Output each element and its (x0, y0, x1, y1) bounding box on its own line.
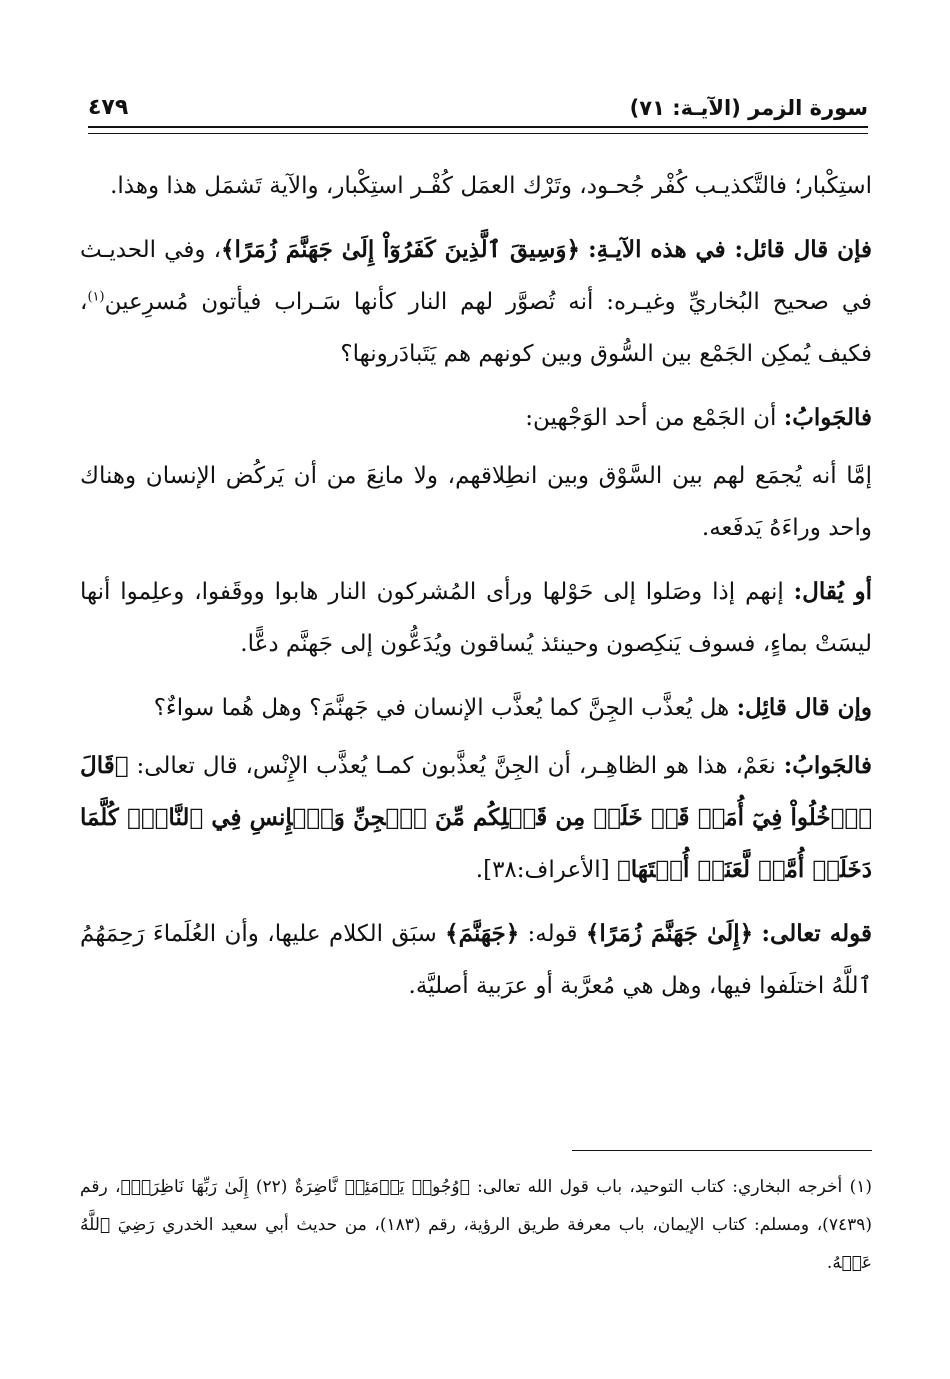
paragraph-text: هل يُعذَّب الجِنَّ كما يُعذَّب الإنسان في جَهنَّمَ؟ وهل هُما سواءٌ؟ (153, 695, 737, 721)
paragraph-text: قوله: (519, 921, 586, 947)
paragraph-6 (80, 682, 872, 734)
paragraph-text: ، وفي الحديـث في صحيح البُخاريِّ وغيـره: أنه تُصوَّر لهم النار كأنها سَـراب فيأتون مُسرِعين (80, 237, 872, 315)
quran-verse: ﴿وَسِيقَ ٱلَّذِينَ كَفَرُوٓاْ إِلَىٰ جَهَنَّمَ زُمَرًا﴾ (221, 236, 580, 263)
paragraph-8 (80, 908, 872, 1012)
footnote-marker[interactable]: (١) (87, 289, 105, 305)
footnote-number: (١) (849, 1177, 873, 1197)
paragraph-text: نعَمْ، هذا هو الظاهِـر، أن الجِنَّ يُعذَّبون كمـا يُعذَّب الإِنْس، قال تعالى: (136, 753, 784, 779)
quran-verse: ﴿جَهَنَّمَ﴾ (445, 920, 520, 947)
footnotes (80, 1168, 872, 1282)
paragraph-4 (80, 450, 872, 554)
paragraph-1 (80, 160, 872, 212)
paragraph-3 (80, 392, 872, 444)
paragraph-5 (80, 566, 872, 670)
paragraph-text: استِكْبار؛ فالتَّكذيـب كُفْر جُحـود، وتَرْك العمَل كُفْـر استِكْبار، والآية تَشمَل هذا وهذا. (110, 173, 872, 199)
page-number: ٤٧٩ (88, 95, 129, 120)
paragraph-text: إنهم إذا وصَلوا إلى حَوْلها ورأى المُشركون النار هابوا ووقَفوا، وعلِموا أنها ليسَتْ بماءٍ، فسوف يَنكِصون وحينئذ يُساقون ويُدَعُّون إلى جَهنَّم دعًّا. (80, 579, 872, 657)
paragraph-text: سبَق الكلام عليها، وأن العُلَماءَ رَحِمَهُمُ ٱللَّهُ اختلَفوا فيها، وهل هي مُعرَّبة أو عرَبية أصليَّة. (80, 921, 872, 999)
paragraph-7 (80, 740, 872, 896)
paragraph-lead: فالجَوابُ: (783, 752, 873, 779)
paragraph-text: إمَّا أنه يُجمَع لهم بين السَّوْق وبين انطِلاقهم، ولا مانِعَ من أن يَركُض الإنسان وهناك واحد وراءَهُ يَدفَعه. (80, 463, 872, 541)
footnote-text: أخرجه البخاري: كتاب التوحيد، باب قول الله تعالى: ﴿وُجُوهٞ يَوۡمَئِذٖ نَّاضِرَةٌ (٢٢) إِلَىٰ رَبِّهَا نَاظِرَةٞ﴾، رقم (٧٤٣٩)، ومسلم: كتاب الإيمان، باب معرفة طريق الرؤية، رقم (١٨٣)، من حديث أبي سعيد الخدري رَضِيَ ٱللَّهُ عَنۡهُ. (80, 1177, 872, 1273)
surah-title: سورة الزمر (الآيـة: ٧١) (629, 96, 868, 120)
quran-verse: ﴿قَالَ ٱدۡخُلُواْ فِيٓ أُمَمٖ قَدۡ خَلَتۡ مِن قَبۡلِكُم مِّنَ ٱلۡجِنِّ وَٱلۡإِنسِ فِي ٱلنَّارِۖ كُلَّمَا دَخَلَتۡ أُمَّةٞ لَّعَنَتۡ أُخۡتَهَا﴾ (80, 752, 872, 883)
paragraph-lead: قوله تعالى: (761, 920, 872, 947)
verse-reference: [الأعراف:٣٨]. (475, 857, 617, 883)
paragraph-lead: أو يُقال: (793, 578, 873, 605)
footnote-1 (80, 1168, 872, 1282)
paragraph-lead: وإن قال قائِل: (736, 694, 872, 721)
paragraph-text: ، فكيف يُمكِن الجَمْع بين السُّوق وبين كونهم هم يَتَبادَرونها؟ (80, 289, 872, 367)
paragraph-text: أن الجَمْع من أحد الوَجْهين: (525, 405, 784, 431)
paragraph-lead: فإن قال قائل: في هذه الآيـةِ: (588, 236, 873, 263)
main-text (80, 160, 872, 1024)
header-rule (88, 133, 868, 134)
page-header (88, 88, 868, 128)
footnote-divider (572, 1150, 872, 1151)
paragraph-2 (80, 224, 872, 380)
paragraph-lead: فالجَوابُ: (783, 404, 872, 431)
quran-verse: ﴿إِلَىٰ جَهَنَّمَ زُمَرًا﴾ (585, 920, 754, 947)
